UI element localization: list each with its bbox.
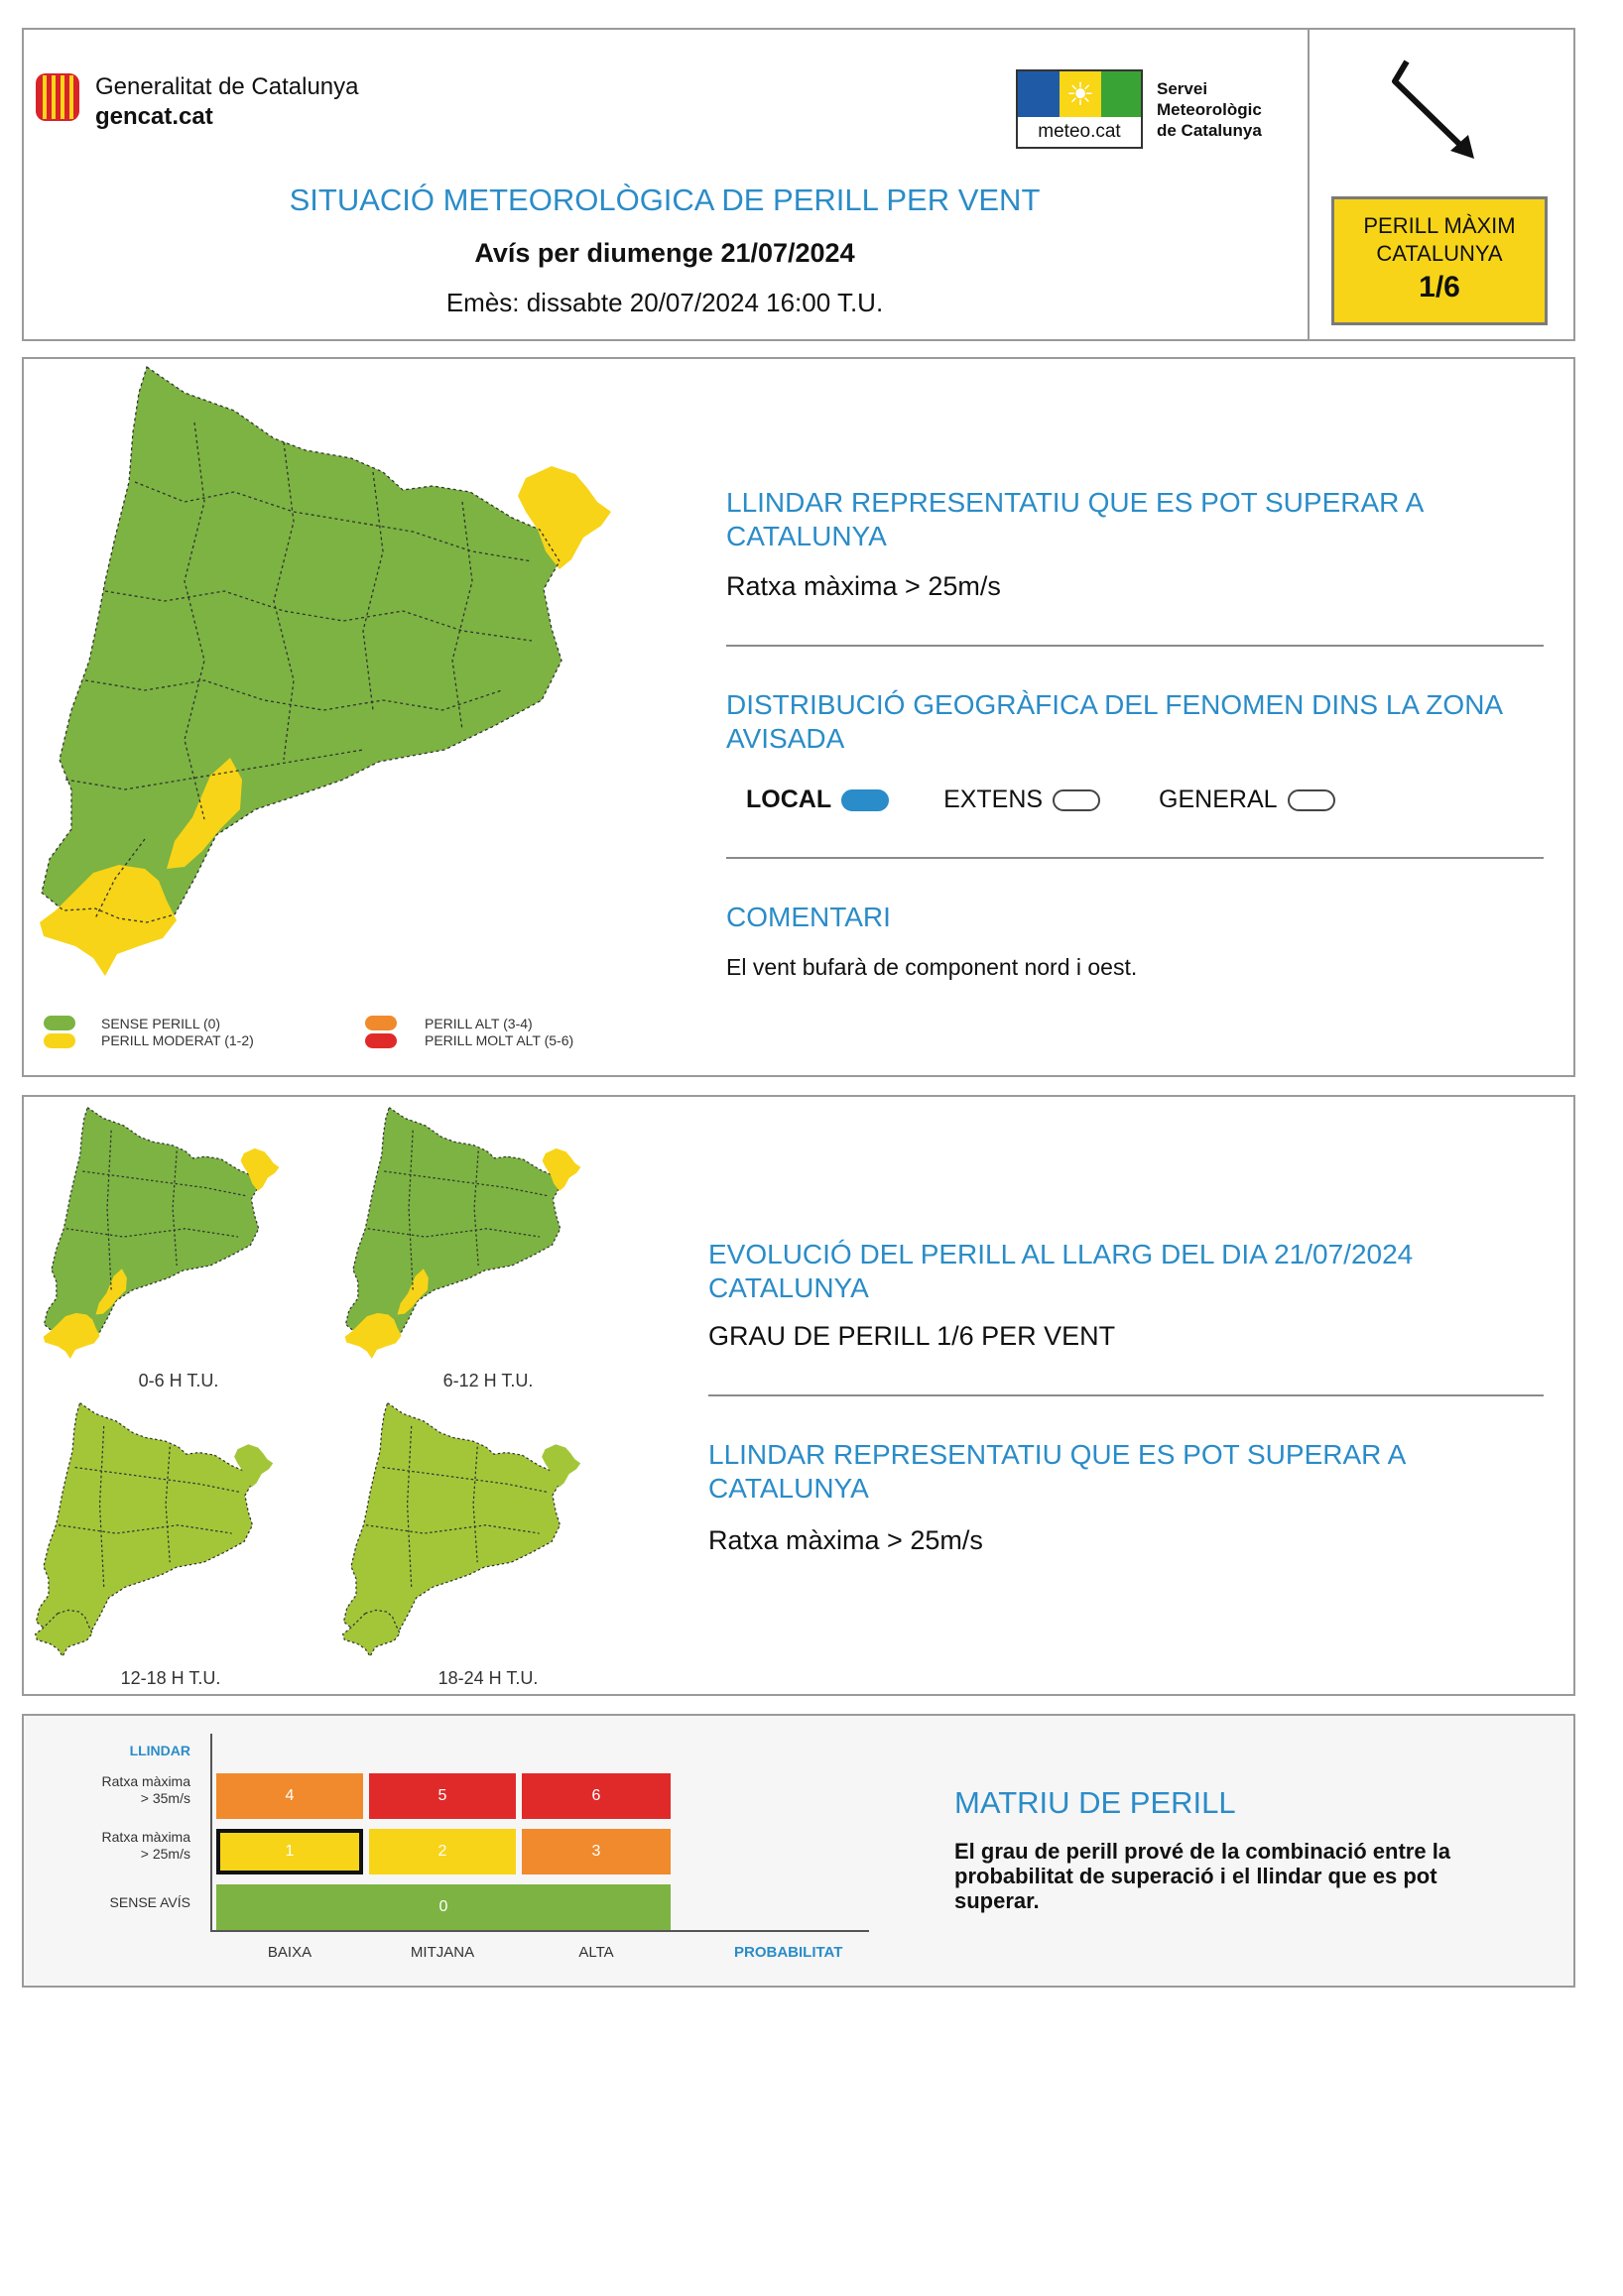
matrix-y-axis bbox=[210, 1734, 212, 1932]
header-divider bbox=[1308, 28, 1310, 341]
max-danger-badge bbox=[1331, 196, 1548, 325]
meteocat-logo-green bbox=[1101, 71, 1141, 117]
evolution-caption-12-18: 12-18 H T.U. bbox=[120, 1668, 221, 1688]
matrix-row-label-1b: > 35m/s bbox=[140, 1790, 190, 1806]
max-badge-value: 1/6 bbox=[1419, 271, 1460, 303]
threshold-title: LLINDAR REPRESENTATIU QUE ES POT SUPERAR A CATALUNYA bbox=[726, 487, 1423, 551]
divider-2 bbox=[726, 857, 1544, 859]
sun-icon: ☀ bbox=[1060, 71, 1101, 117]
legend-label-0: SENSE PERILL (0) bbox=[101, 1016, 221, 1031]
divider-3 bbox=[708, 1394, 1544, 1396]
matrix-row-label-2a: Ratxa màxima bbox=[101, 1829, 190, 1845]
matrix-cell-6: 6 bbox=[522, 1773, 671, 1819]
matrix-axis-x-title: PROBABILITAT bbox=[734, 1944, 843, 1961]
max-badge-line2: CATALUNYA bbox=[1376, 241, 1503, 266]
matrix-row-label-3: SENSE AVÍS bbox=[109, 1894, 190, 1910]
evolution-map-0-6 bbox=[42, 1101, 300, 1369]
evolution-map-18-24 bbox=[341, 1396, 601, 1666]
matrix-cell-4: 4 bbox=[216, 1773, 363, 1819]
legend-swatch-green bbox=[44, 1016, 75, 1030]
matrix-cell-2: 2 bbox=[369, 1829, 516, 1874]
gencat-name: Generalitat de Catalunya bbox=[95, 73, 359, 100]
option-extens-radio[interactable] bbox=[1053, 789, 1100, 811]
legend-swatch-yellow bbox=[44, 1033, 75, 1048]
distribution-options bbox=[746, 785, 1335, 814]
evolution-title: EVOLUCIÓ DEL PERILL AL LLARG DEL DIA 21/07/2024 CATALUNYA bbox=[708, 1239, 1414, 1303]
legend-label-3: PERILL MOLT ALT (5-6) bbox=[425, 1032, 574, 1048]
option-local-label: LOCAL bbox=[746, 785, 832, 813]
evolution-threshold-text: Ratxa màxima > 25m/s bbox=[708, 1525, 983, 1555]
report-title-wrap bbox=[22, 182, 1308, 218]
option-extens[interactable] bbox=[943, 785, 1100, 813]
matrix-cell-5: 5 bbox=[369, 1773, 516, 1819]
report-subtitle-wrap bbox=[22, 238, 1308, 269]
distribution-title: DISTRIBUCIÓ GEOGRÀFICA DEL FENOMEN DINS LA ZONA AVISADA bbox=[726, 689, 1502, 754]
matrix-row-label-1a: Ratxa màxima bbox=[101, 1773, 190, 1789]
matrix-cell-1: 1 bbox=[216, 1829, 363, 1874]
legend-label-2: PERILL ALT (3-4) bbox=[425, 1016, 533, 1031]
evolution-map-12-18 bbox=[34, 1396, 294, 1666]
matrix-text: El grau de perill prové de la combinació entre la probabilitat de superació i el llindar que es pot superar. bbox=[954, 1839, 1451, 1913]
map-region-green bbox=[42, 367, 562, 922]
report-title: SITUACIÓ METEOROLÒGICA DE PERILL PER VENT bbox=[289, 182, 1041, 217]
matrix-x-axis bbox=[210, 1930, 869, 1932]
meteocat-logo-blue bbox=[1018, 71, 1060, 117]
threshold-text: Ratxa màxima > 25m/s bbox=[726, 571, 1001, 601]
matrix-row-label-1 bbox=[40, 1773, 190, 1807]
comment-text: El vent bufarà de component nord i oest. bbox=[726, 954, 1138, 980]
smc-name-2: Meteorològic bbox=[1157, 100, 1262, 119]
map-legend bbox=[44, 1016, 679, 1059]
legend-label-1: PERILL MODERAT (1-2) bbox=[101, 1032, 254, 1048]
matrix-title: MATRIU DE PERILL bbox=[954, 1785, 1236, 1820]
catalonia-map bbox=[36, 363, 661, 988]
wind-direction-arrow-icon bbox=[1379, 56, 1488, 165]
comment-title: COMENTARI bbox=[726, 902, 891, 932]
matrix-cell-3: 3 bbox=[522, 1829, 671, 1874]
matrix-col-baixa: BAIXA bbox=[267, 1944, 312, 1961]
smc-name-3: de Catalunya bbox=[1157, 121, 1262, 140]
matrix-row-label-2 bbox=[40, 1829, 190, 1863]
matrix-row-label-2b: > 25m/s bbox=[140, 1846, 190, 1862]
gencat-url: gencat.cat bbox=[95, 103, 213, 130]
evolution-caption-0-6: 0-6 H T.U. bbox=[138, 1371, 219, 1390]
evolution-grade: GRAU DE PERILL 1/6 PER VENT bbox=[708, 1321, 1116, 1351]
option-general-radio[interactable] bbox=[1288, 789, 1335, 811]
evolution-map-6-12 bbox=[343, 1101, 601, 1369]
evolution-threshold-title: LLINDAR REPRESENTATIU QUE ES POT SUPERAR A CATALUNYA bbox=[708, 1439, 1405, 1504]
matrix-axis-y-title: LLINDAR bbox=[129, 1743, 190, 1758]
legend-swatch-red bbox=[365, 1033, 397, 1048]
meteocat-logo-text: meteo.cat bbox=[1038, 121, 1121, 142]
option-general-label: GENERAL bbox=[1159, 785, 1278, 813]
option-local[interactable] bbox=[746, 785, 889, 813]
report-issued: Emès: dissabte 20/07/2024 16:00 T.U. bbox=[445, 288, 884, 317]
gencat-logo-icon bbox=[34, 71, 81, 123]
legend-swatch-orange bbox=[365, 1016, 397, 1030]
evolution-caption-6-12: 6-12 H T.U. bbox=[442, 1371, 534, 1390]
report-issued-wrap bbox=[22, 288, 1308, 318]
max-badge-line1: PERILL MÀXIM bbox=[1363, 213, 1516, 238]
meteocat-logo bbox=[1016, 69, 1143, 149]
matrix-col-mitjana: MITJANA bbox=[410, 1944, 475, 1961]
matrix-cell-0: 0 bbox=[216, 1884, 671, 1930]
option-general[interactable] bbox=[1159, 785, 1334, 813]
option-local-radio[interactable] bbox=[841, 789, 889, 811]
evolution-caption-18-24: 18-24 H T.U. bbox=[437, 1668, 539, 1688]
report-subtitle: Avís per diumenge 21/07/2024 bbox=[474, 238, 855, 268]
smc-name-1: Servei bbox=[1157, 79, 1208, 98]
matrix-col-alta: ALTA bbox=[578, 1944, 614, 1961]
option-extens-label: EXTENS bbox=[943, 785, 1044, 813]
divider-1 bbox=[726, 645, 1544, 647]
